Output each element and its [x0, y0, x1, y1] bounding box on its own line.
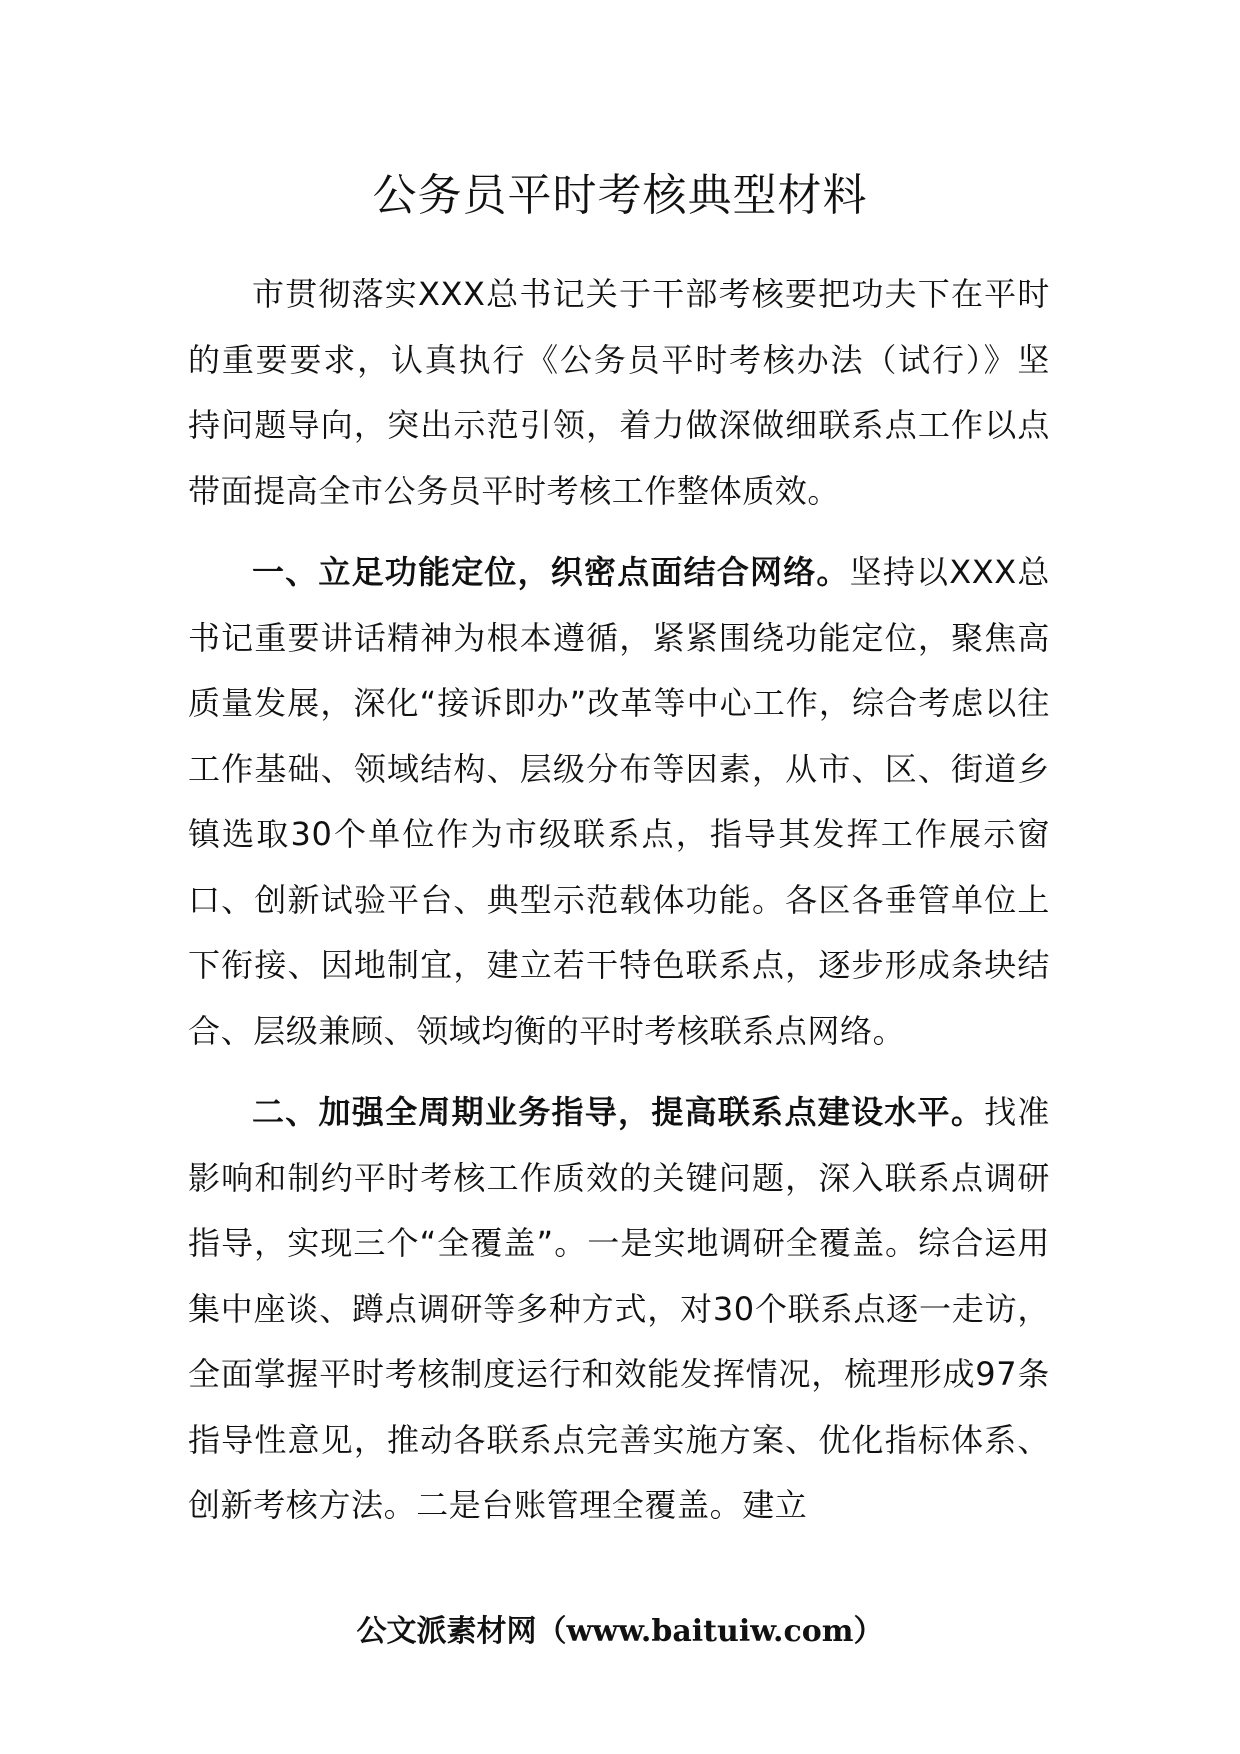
paragraph-section-2	[188, 1080, 1050, 1539]
footer-watermark	[0, 1612, 1240, 1652]
section-1-heading: 一、立足功能定位，织密点面结合网络。	[252, 553, 850, 591]
document-body	[188, 262, 1050, 1555]
paragraph-intro	[188, 262, 1050, 524]
document-title: 公务员平时考核典型材料	[372, 170, 868, 221]
footer-url: （www.baituiw.com）	[536, 1614, 884, 1649]
paragraph-intro-text: 市贯彻落实XXX总书记关于干部考核要把功夫下在平时的重要要求，认真执行《公务员平时考核办法（试行）》坚持问题导向，突出示范引领，着力做深做细联系点工作以点带面提高全市公务员平时考核工作整体质效。	[188, 275, 1050, 510]
section-2-heading: 二、加强全周期业务指导，提高联系点建设水平。	[252, 1093, 985, 1131]
footer-brand-name: 公文派素材网	[356, 1614, 537, 1649]
paragraph-section-1	[188, 540, 1050, 1064]
section-1-text: 坚持以XXX总书记重要讲话精神为根本遵循，紧紧围绕功能定位，聚焦高质量发展，深化“接诉即办”改革等中心工作，综合考虑以往工作基础、领域结构、层级分布等因素，从市、区、街道乡镇选取30个单位作为市级联系点，指导其发挥工作展示窗口、创新试验平台、典型示范载体功能。各区各垂管单位上下衔接、因地制宜，建立若干特色联系点，逐步形成条块结合、层级兼顾、领域均衡的平时考核联系点网络。	[188, 553, 1050, 1050]
section-2-text: 找准影响和制约平时考核工作质效的关键问题，深入联系点调研指导，实现三个“全覆盖”。一是实地调研全覆盖。综合运用集中座谈、蹲点调研等多种方式，对30个联系点逐一走访，全面掌握平时考核制度运行和效能发挥情况，梳理形成97条指导性意见，推动各联系点完善实施方案、优化指标体系、创新考核方法。二是台账管理全覆盖。建立	[188, 1093, 1051, 1524]
